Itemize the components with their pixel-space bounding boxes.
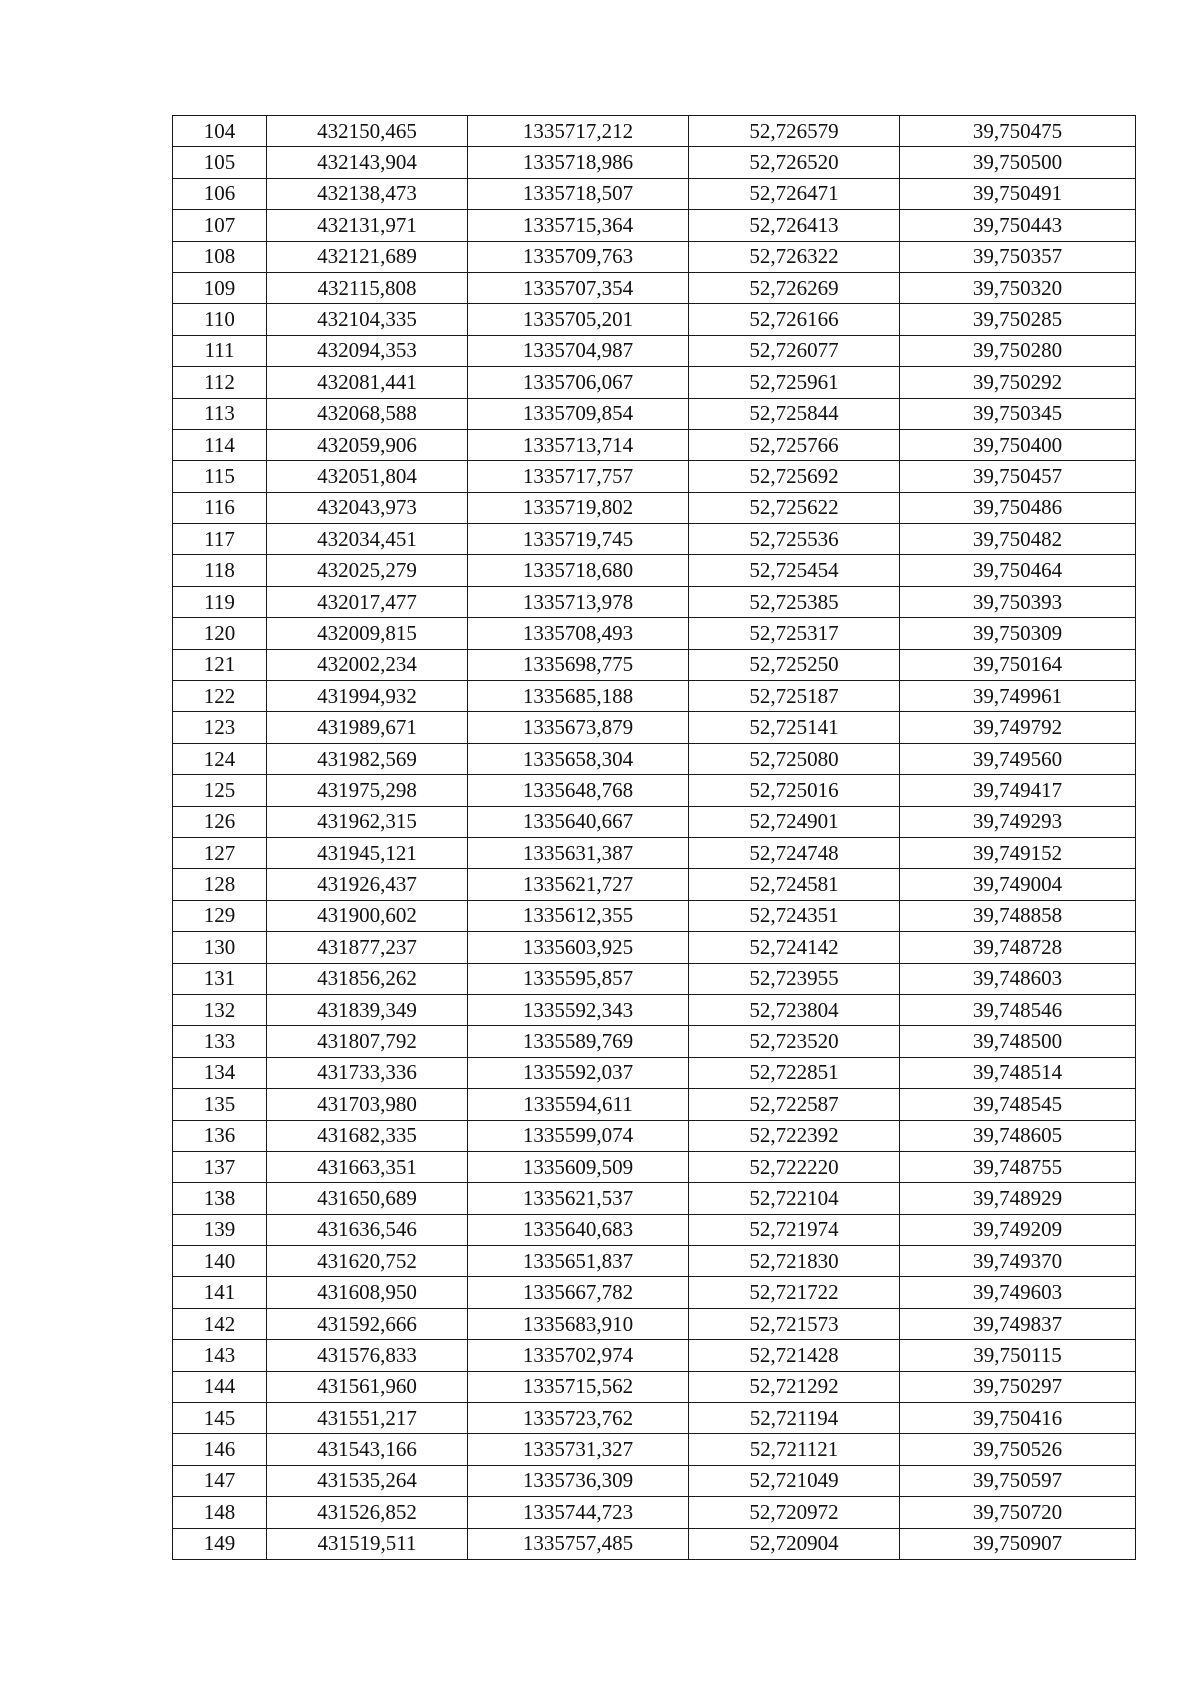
table-row — [173, 1214, 1136, 1245]
y-coordinate-cell: 1335648,768 — [468, 775, 689, 806]
table-row — [173, 1403, 1136, 1434]
point-number-cell: 127 — [173, 837, 267, 868]
table-row — [173, 994, 1136, 1025]
point-number-cell: 138 — [173, 1183, 267, 1214]
longitude-cell: 39,750115 — [900, 1340, 1136, 1371]
y-coordinate-cell: 1335736,309 — [468, 1465, 689, 1496]
latitude-cell: 52,721722 — [689, 1277, 900, 1308]
latitude-cell: 52,725141 — [689, 712, 900, 743]
longitude-cell: 39,750486 — [900, 492, 1136, 523]
point-number-cell: 118 — [173, 555, 267, 586]
latitude-cell: 52,725692 — [689, 461, 900, 492]
point-number-cell: 134 — [173, 1057, 267, 1088]
longitude-cell: 39,748603 — [900, 963, 1136, 994]
point-number-cell: 120 — [173, 618, 267, 649]
table-row — [173, 272, 1136, 303]
point-number-cell: 144 — [173, 1371, 267, 1402]
latitude-cell: 52,726269 — [689, 272, 900, 303]
latitude-cell: 52,724351 — [689, 900, 900, 931]
longitude-cell: 39,750443 — [900, 210, 1136, 241]
y-coordinate-cell: 1335705,201 — [468, 304, 689, 335]
x-coordinate-cell: 431592,666 — [267, 1308, 468, 1339]
x-coordinate-cell: 431807,792 — [267, 1026, 468, 1057]
latitude-cell: 52,725385 — [689, 586, 900, 617]
y-coordinate-cell: 1335744,723 — [468, 1497, 689, 1528]
longitude-cell: 39,748546 — [900, 994, 1136, 1025]
table-row — [173, 712, 1136, 743]
table-row — [173, 1308, 1136, 1339]
table-row — [173, 116, 1136, 147]
longitude-cell: 39,750164 — [900, 649, 1136, 680]
table-row — [173, 1183, 1136, 1214]
y-coordinate-cell: 1335731,327 — [468, 1434, 689, 1465]
point-number-cell: 116 — [173, 492, 267, 523]
table-row — [173, 1340, 1136, 1371]
table-row — [173, 1120, 1136, 1151]
y-coordinate-cell: 1335713,714 — [468, 429, 689, 460]
latitude-cell: 52,723804 — [689, 994, 900, 1025]
y-coordinate-cell: 1335706,067 — [468, 367, 689, 398]
table-row — [173, 681, 1136, 712]
coordinates-table-body — [173, 116, 1136, 1560]
latitude-cell: 52,726077 — [689, 335, 900, 366]
table-row — [173, 335, 1136, 366]
table-row — [173, 461, 1136, 492]
table-row — [173, 963, 1136, 994]
point-number-cell: 125 — [173, 775, 267, 806]
table-row — [173, 869, 1136, 900]
table-row — [173, 649, 1136, 680]
x-coordinate-cell: 431543,166 — [267, 1434, 468, 1465]
latitude-cell: 52,726520 — [689, 147, 900, 178]
y-coordinate-cell: 1335702,974 — [468, 1340, 689, 1371]
y-coordinate-cell: 1335707,354 — [468, 272, 689, 303]
longitude-cell: 39,748929 — [900, 1183, 1136, 1214]
y-coordinate-cell: 1335673,879 — [468, 712, 689, 743]
latitude-cell: 52,721830 — [689, 1246, 900, 1277]
x-coordinate-cell: 432094,353 — [267, 335, 468, 366]
x-coordinate-cell: 431989,671 — [267, 712, 468, 743]
longitude-cell: 39,750526 — [900, 1434, 1136, 1465]
y-coordinate-cell: 1335719,802 — [468, 492, 689, 523]
y-coordinate-cell: 1335592,037 — [468, 1057, 689, 1088]
latitude-cell: 52,722392 — [689, 1120, 900, 1151]
x-coordinate-cell: 432081,441 — [267, 367, 468, 398]
longitude-cell: 39,748755 — [900, 1151, 1136, 1182]
point-number-cell: 124 — [173, 743, 267, 774]
y-coordinate-cell: 1335621,727 — [468, 869, 689, 900]
longitude-cell: 39,748514 — [900, 1057, 1136, 1088]
x-coordinate-cell: 431982,569 — [267, 743, 468, 774]
table-row — [173, 241, 1136, 272]
point-number-cell: 110 — [173, 304, 267, 335]
longitude-cell: 39,749417 — [900, 775, 1136, 806]
y-coordinate-cell: 1335718,680 — [468, 555, 689, 586]
latitude-cell: 52,721428 — [689, 1340, 900, 1371]
latitude-cell: 52,725250 — [689, 649, 900, 680]
table-row — [173, 1246, 1136, 1277]
latitude-cell: 52,725961 — [689, 367, 900, 398]
y-coordinate-cell: 1335713,978 — [468, 586, 689, 617]
y-coordinate-cell: 1335708,493 — [468, 618, 689, 649]
y-coordinate-cell: 1335709,854 — [468, 398, 689, 429]
point-number-cell: 128 — [173, 869, 267, 900]
table-row — [173, 900, 1136, 931]
point-number-cell: 147 — [173, 1465, 267, 1496]
latitude-cell: 52,724142 — [689, 932, 900, 963]
longitude-cell: 39,750393 — [900, 586, 1136, 617]
point-number-cell: 126 — [173, 806, 267, 837]
longitude-cell: 39,749004 — [900, 869, 1136, 900]
latitude-cell: 52,720904 — [689, 1528, 900, 1559]
table-row — [173, 178, 1136, 209]
latitude-cell: 52,724581 — [689, 869, 900, 900]
longitude-cell: 39,750907 — [900, 1528, 1136, 1559]
x-coordinate-cell: 432043,973 — [267, 492, 468, 523]
x-coordinate-cell: 431900,602 — [267, 900, 468, 931]
table-row — [173, 806, 1136, 837]
latitude-cell: 52,725187 — [689, 681, 900, 712]
y-coordinate-cell: 1335698,775 — [468, 649, 689, 680]
latitude-cell: 52,721573 — [689, 1308, 900, 1339]
table-row — [173, 837, 1136, 868]
point-number-cell: 129 — [173, 900, 267, 931]
x-coordinate-cell: 431535,264 — [267, 1465, 468, 1496]
longitude-cell: 39,750309 — [900, 618, 1136, 649]
point-number-cell: 123 — [173, 712, 267, 743]
longitude-cell: 39,750464 — [900, 555, 1136, 586]
table-row — [173, 1277, 1136, 1308]
table-row — [173, 1151, 1136, 1182]
y-coordinate-cell: 1335631,387 — [468, 837, 689, 868]
table-row — [173, 1497, 1136, 1528]
x-coordinate-cell: 432143,904 — [267, 147, 468, 178]
latitude-cell: 52,721292 — [689, 1371, 900, 1402]
table-row — [173, 1089, 1136, 1120]
point-number-cell: 112 — [173, 367, 267, 398]
longitude-cell: 39,748728 — [900, 932, 1136, 963]
x-coordinate-cell: 431856,262 — [267, 963, 468, 994]
y-coordinate-cell: 1335723,762 — [468, 1403, 689, 1434]
y-coordinate-cell: 1335595,857 — [468, 963, 689, 994]
longitude-cell: 39,748858 — [900, 900, 1136, 931]
x-coordinate-cell: 431526,852 — [267, 1497, 468, 1528]
y-coordinate-cell: 1335651,837 — [468, 1246, 689, 1277]
latitude-cell: 52,725536 — [689, 524, 900, 555]
longitude-cell: 39,749560 — [900, 743, 1136, 774]
longitude-cell: 39,750457 — [900, 461, 1136, 492]
point-number-cell: 130 — [173, 932, 267, 963]
x-coordinate-cell: 432121,689 — [267, 241, 468, 272]
x-coordinate-cell: 431945,121 — [267, 837, 468, 868]
table-row — [173, 398, 1136, 429]
table-row — [173, 555, 1136, 586]
y-coordinate-cell: 1335719,745 — [468, 524, 689, 555]
x-coordinate-cell: 431703,980 — [267, 1089, 468, 1120]
point-number-cell: 114 — [173, 429, 267, 460]
y-coordinate-cell: 1335704,987 — [468, 335, 689, 366]
x-coordinate-cell: 431994,932 — [267, 681, 468, 712]
longitude-cell: 39,750400 — [900, 429, 1136, 460]
table-row — [173, 618, 1136, 649]
longitude-cell: 39,750345 — [900, 398, 1136, 429]
latitude-cell: 52,726579 — [689, 116, 900, 147]
latitude-cell: 52,725766 — [689, 429, 900, 460]
table-row — [173, 524, 1136, 555]
longitude-cell: 39,750416 — [900, 1403, 1136, 1434]
y-coordinate-cell: 1335718,507 — [468, 178, 689, 209]
longitude-cell: 39,748605 — [900, 1120, 1136, 1151]
table-row — [173, 1434, 1136, 1465]
point-number-cell: 142 — [173, 1308, 267, 1339]
y-coordinate-cell: 1335717,757 — [468, 461, 689, 492]
x-coordinate-cell: 431551,217 — [267, 1403, 468, 1434]
point-number-cell: 146 — [173, 1434, 267, 1465]
table-row — [173, 492, 1136, 523]
latitude-cell: 52,722851 — [689, 1057, 900, 1088]
longitude-cell: 39,749293 — [900, 806, 1136, 837]
longitude-cell: 39,749837 — [900, 1308, 1136, 1339]
latitude-cell: 52,725080 — [689, 743, 900, 774]
table-row — [173, 210, 1136, 241]
point-number-cell: 139 — [173, 1214, 267, 1245]
latitude-cell: 52,721121 — [689, 1434, 900, 1465]
y-coordinate-cell: 1335603,925 — [468, 932, 689, 963]
point-number-cell: 148 — [173, 1497, 267, 1528]
latitude-cell: 52,720972 — [689, 1497, 900, 1528]
latitude-cell: 52,724748 — [689, 837, 900, 868]
latitude-cell: 52,725622 — [689, 492, 900, 523]
point-number-cell: 131 — [173, 963, 267, 994]
latitude-cell: 52,726413 — [689, 210, 900, 241]
x-coordinate-cell: 431636,546 — [267, 1214, 468, 1245]
point-number-cell: 137 — [173, 1151, 267, 1182]
x-coordinate-cell: 432002,234 — [267, 649, 468, 680]
longitude-cell: 39,750720 — [900, 1497, 1136, 1528]
longitude-cell: 39,750297 — [900, 1371, 1136, 1402]
point-number-cell: 122 — [173, 681, 267, 712]
table-row — [173, 586, 1136, 617]
longitude-cell: 39,750280 — [900, 335, 1136, 366]
table-row — [173, 147, 1136, 178]
point-number-cell: 141 — [173, 1277, 267, 1308]
x-coordinate-cell: 431733,336 — [267, 1057, 468, 1088]
x-coordinate-cell: 431975,298 — [267, 775, 468, 806]
latitude-cell: 52,725317 — [689, 618, 900, 649]
latitude-cell: 52,726166 — [689, 304, 900, 335]
latitude-cell: 52,721049 — [689, 1465, 900, 1496]
point-number-cell: 104 — [173, 116, 267, 147]
longitude-cell: 39,750357 — [900, 241, 1136, 272]
x-coordinate-cell: 431620,752 — [267, 1246, 468, 1277]
x-coordinate-cell: 432138,473 — [267, 178, 468, 209]
point-number-cell: 149 — [173, 1528, 267, 1559]
point-number-cell: 117 — [173, 524, 267, 555]
latitude-cell: 52,722104 — [689, 1183, 900, 1214]
point-number-cell: 105 — [173, 147, 267, 178]
point-number-cell: 133 — [173, 1026, 267, 1057]
longitude-cell: 39,749603 — [900, 1277, 1136, 1308]
latitude-cell: 52,725016 — [689, 775, 900, 806]
point-number-cell: 107 — [173, 210, 267, 241]
point-number-cell: 119 — [173, 586, 267, 617]
longitude-cell: 39,749370 — [900, 1246, 1136, 1277]
y-coordinate-cell: 1335757,485 — [468, 1528, 689, 1559]
point-number-cell: 113 — [173, 398, 267, 429]
y-coordinate-cell: 1335621,537 — [468, 1183, 689, 1214]
table-row — [173, 429, 1136, 460]
latitude-cell: 52,722587 — [689, 1089, 900, 1120]
point-number-cell: 140 — [173, 1246, 267, 1277]
x-coordinate-cell: 431561,960 — [267, 1371, 468, 1402]
x-coordinate-cell: 431926,437 — [267, 869, 468, 900]
x-coordinate-cell: 431608,950 — [267, 1277, 468, 1308]
point-number-cell: 121 — [173, 649, 267, 680]
longitude-cell: 39,750285 — [900, 304, 1136, 335]
x-coordinate-cell: 431576,833 — [267, 1340, 468, 1371]
x-coordinate-cell: 431877,237 — [267, 932, 468, 963]
x-coordinate-cell: 431682,335 — [267, 1120, 468, 1151]
x-coordinate-cell: 432034,451 — [267, 524, 468, 555]
y-coordinate-cell: 1335683,910 — [468, 1308, 689, 1339]
y-coordinate-cell: 1335592,343 — [468, 994, 689, 1025]
table-row — [173, 367, 1136, 398]
y-coordinate-cell: 1335612,355 — [468, 900, 689, 931]
longitude-cell: 39,750491 — [900, 178, 1136, 209]
longitude-cell: 39,749961 — [900, 681, 1136, 712]
latitude-cell: 52,726471 — [689, 178, 900, 209]
x-coordinate-cell: 432025,279 — [267, 555, 468, 586]
longitude-cell: 39,750292 — [900, 367, 1136, 398]
x-coordinate-cell: 432068,588 — [267, 398, 468, 429]
x-coordinate-cell: 431663,351 — [267, 1151, 468, 1182]
longitude-cell: 39,750597 — [900, 1465, 1136, 1496]
y-coordinate-cell: 1335718,986 — [468, 147, 689, 178]
x-coordinate-cell: 432059,906 — [267, 429, 468, 460]
table-row — [173, 1528, 1136, 1559]
x-coordinate-cell: 432104,335 — [267, 304, 468, 335]
y-coordinate-cell: 1335709,763 — [468, 241, 689, 272]
table-row — [173, 743, 1136, 774]
y-coordinate-cell: 1335594,611 — [468, 1089, 689, 1120]
latitude-cell: 52,725454 — [689, 555, 900, 586]
y-coordinate-cell: 1335640,683 — [468, 1214, 689, 1245]
table-row — [173, 932, 1136, 963]
x-coordinate-cell: 431839,349 — [267, 994, 468, 1025]
longitude-cell: 39,749209 — [900, 1214, 1136, 1245]
table-row — [173, 1371, 1136, 1402]
latitude-cell: 52,721194 — [689, 1403, 900, 1434]
longitude-cell: 39,750482 — [900, 524, 1136, 555]
point-number-cell: 111 — [173, 335, 267, 366]
y-coordinate-cell: 1335599,074 — [468, 1120, 689, 1151]
y-coordinate-cell: 1335609,509 — [468, 1151, 689, 1182]
y-coordinate-cell: 1335715,364 — [468, 210, 689, 241]
x-coordinate-cell: 431962,315 — [267, 806, 468, 837]
y-coordinate-cell: 1335717,212 — [468, 116, 689, 147]
table-row — [173, 1057, 1136, 1088]
latitude-cell: 52,726322 — [689, 241, 900, 272]
x-coordinate-cell: 432051,804 — [267, 461, 468, 492]
y-coordinate-cell: 1335658,304 — [468, 743, 689, 774]
y-coordinate-cell: 1335685,188 — [468, 681, 689, 712]
table-row — [173, 304, 1136, 335]
point-number-cell: 145 — [173, 1403, 267, 1434]
x-coordinate-cell: 432009,815 — [267, 618, 468, 649]
x-coordinate-cell: 432131,971 — [267, 210, 468, 241]
longitude-cell: 39,750500 — [900, 147, 1136, 178]
longitude-cell: 39,748500 — [900, 1026, 1136, 1057]
latitude-cell: 52,723955 — [689, 963, 900, 994]
longitude-cell: 39,750475 — [900, 116, 1136, 147]
table-row — [173, 1465, 1136, 1496]
point-number-cell: 106 — [173, 178, 267, 209]
y-coordinate-cell: 1335715,562 — [468, 1371, 689, 1402]
y-coordinate-cell: 1335589,769 — [468, 1026, 689, 1057]
latitude-cell: 52,721974 — [689, 1214, 900, 1245]
latitude-cell: 52,722220 — [689, 1151, 900, 1182]
longitude-cell: 39,749152 — [900, 837, 1136, 868]
x-coordinate-cell: 431650,689 — [267, 1183, 468, 1214]
latitude-cell: 52,724901 — [689, 806, 900, 837]
longitude-cell: 39,748545 — [900, 1089, 1136, 1120]
x-coordinate-cell: 431519,511 — [267, 1528, 468, 1559]
point-number-cell: 108 — [173, 241, 267, 272]
x-coordinate-cell: 432150,465 — [267, 116, 468, 147]
x-coordinate-cell: 432017,477 — [267, 586, 468, 617]
point-number-cell: 143 — [173, 1340, 267, 1371]
table-row — [173, 1026, 1136, 1057]
latitude-cell: 52,725844 — [689, 398, 900, 429]
longitude-cell: 39,750320 — [900, 272, 1136, 303]
point-number-cell: 109 — [173, 272, 267, 303]
latitude-cell: 52,723520 — [689, 1026, 900, 1057]
point-number-cell: 136 — [173, 1120, 267, 1151]
point-number-cell: 115 — [173, 461, 267, 492]
longitude-cell: 39,749792 — [900, 712, 1136, 743]
point-number-cell: 132 — [173, 994, 267, 1025]
table-row — [173, 775, 1136, 806]
coordinates-table — [172, 115, 1136, 1560]
y-coordinate-cell: 1335667,782 — [468, 1277, 689, 1308]
y-coordinate-cell: 1335640,667 — [468, 806, 689, 837]
point-number-cell: 135 — [173, 1089, 267, 1120]
x-coordinate-cell: 432115,808 — [267, 272, 468, 303]
